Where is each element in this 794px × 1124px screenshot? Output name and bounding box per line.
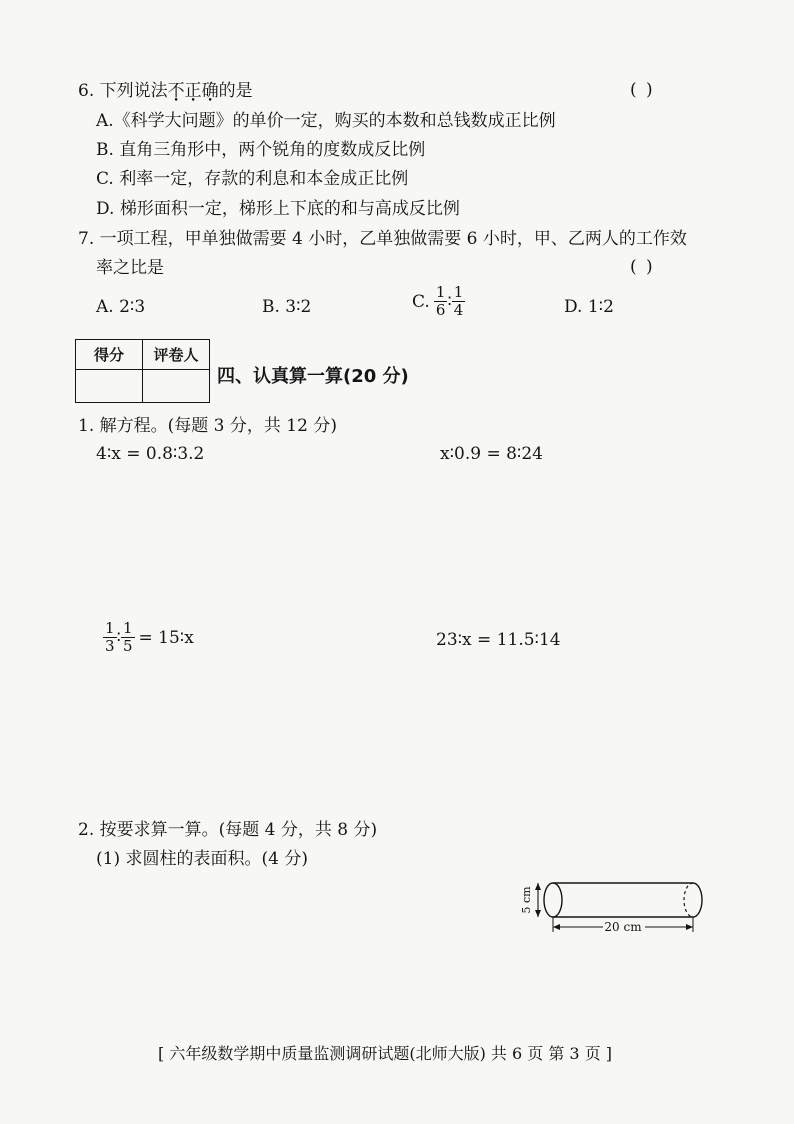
grader-cell[interactable] — [143, 370, 210, 403]
section-4-title: 四、认真算一算(20 分) — [217, 366, 409, 387]
cylinder-length-label: 20 cm — [604, 920, 642, 934]
equation-3-fraction-1: $\frac{1}{3}$ — [105, 619, 115, 655]
q7-option-c — [412, 284, 465, 319]
part2-title: 2. 按要求算一算。(每题 4 分，共 8 分) — [78, 820, 378, 840]
score-header: 得分 — [76, 340, 143, 370]
equation-3 — [103, 620, 194, 655]
q6-option-b: B. 直角三角形中，两个锐角的度数成反比例 — [96, 140, 426, 160]
q6-option-d: D. 梯形面积一定，梯形上下底的和与高成反比例 — [96, 199, 460, 219]
part2-subquestion-1: (1) 求圆柱的表面积。(4 分) — [96, 849, 308, 869]
cylinder-height-label: 5 cm — [520, 886, 533, 914]
equation-3-fraction-2: $\frac{1}{5}$ — [122, 619, 133, 655]
q6-option-c: C. 利率一定，存款的利息和本金成正比例 — [96, 169, 409, 189]
equation-4: 23∶x = 11.5∶14 — [436, 630, 561, 650]
score-box — [75, 339, 210, 403]
q6-answer-paren[interactable]: ( ) — [630, 80, 655, 100]
cylinder-figure — [510, 870, 715, 940]
q7-option-c-fraction-2: $\frac{1}{4}$ — [453, 283, 464, 319]
q7-answer-paren[interactable]: ( ) — [630, 257, 655, 277]
equation-3-ratio-sign: ∶ — [116, 627, 121, 648]
equation-2: x∶0.9 = 8∶24 — [440, 444, 543, 464]
q7-option-c-label: C. — [412, 291, 430, 312]
q7-option-c-ratio-sign: ∶ — [447, 291, 452, 312]
equation-3-rest: = 15∶x — [138, 627, 194, 648]
q7-stem-line1: 7. 一项工程，甲单独做需要 4 小时，乙单独做需要 6 小时，甲、乙两人的工作效 — [78, 229, 687, 249]
part1-title: 1. 解方程。(每题 3 分，共 12 分) — [78, 416, 337, 436]
grader-header: 评卷人 — [143, 340, 210, 370]
q7-option-a: A. 2∶3 — [96, 297, 146, 317]
q6-option-a: A.《科学大问题》的单价一定，购买的本数和总钱数成正比例 — [96, 111, 556, 131]
equation-1: 4∶x = 0.8∶3.2 — [96, 444, 205, 464]
q7-stem-line2: 率之比是 — [96, 258, 164, 278]
page-footer: [ 六年级数学期中质量监测调研试题(北师大版) 共 6 页 第 3 页 ] — [158, 1044, 613, 1063]
q7-option-d: D. 1∶2 — [564, 297, 614, 317]
q7-option-c-fraction-1: $\frac{1}{6}$ — [435, 283, 446, 319]
q6-stem: 6. 下列说法不正确的是 — [78, 81, 253, 101]
score-cell[interactable] — [76, 370, 143, 403]
q7-option-b: B. 3∶2 — [262, 297, 312, 317]
